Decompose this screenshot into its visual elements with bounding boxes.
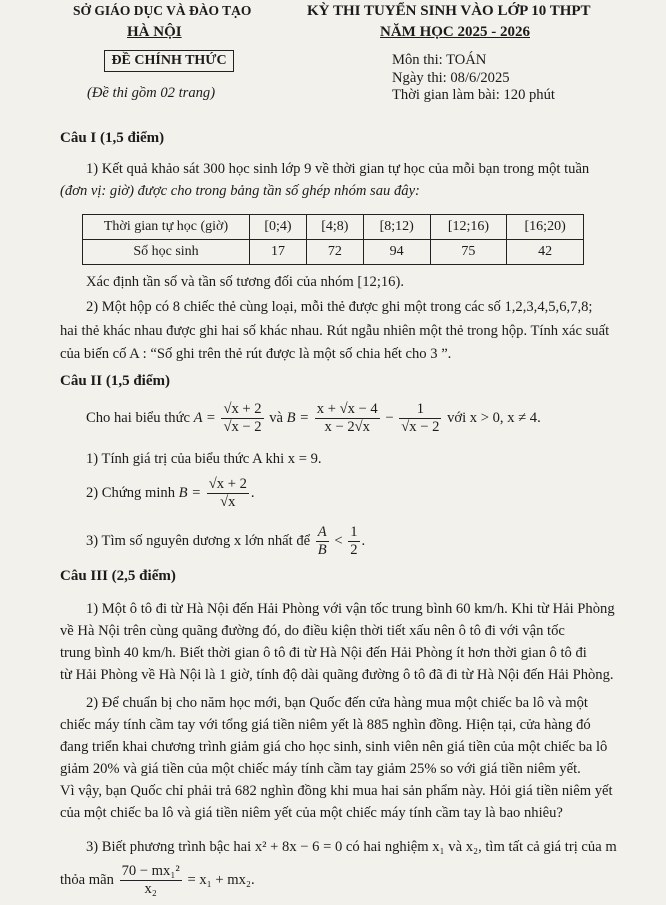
question-1-title: Câu I (1,5 điểm)	[60, 130, 165, 146]
expr-a-numerator: √x + 2	[223, 401, 262, 418]
q3-part3-fraction	[120, 863, 182, 898]
q2-expressions	[86, 400, 541, 436]
subject-text: Môn thi: TOÁN	[392, 52, 487, 68]
q2-sub2-fraction	[207, 476, 249, 511]
count-cell: 17	[250, 240, 307, 265]
question-3-title: Câu III (2,5 điểm)	[60, 568, 176, 584]
q2-sub3-numerator-1: 1	[350, 524, 358, 541]
q2-sub3-denominator-b: B	[317, 542, 327, 559]
q3-part2-line6: của một chiếc ba lô và giá tiền niêm yết của một chiếc máy tính cầm tay là bao nhiêu?	[60, 805, 563, 821]
count-cell: 72	[306, 240, 363, 265]
group-cell: [4;8)	[306, 215, 363, 240]
city-name: HÀ NỘI	[127, 24, 182, 40]
group-cell: [0;4)	[250, 215, 307, 240]
word-and: và	[269, 410, 284, 426]
exam-date: Ngày thi: 08/6/2025	[392, 70, 510, 86]
q3-part1-line2: về Hà Nội trên cùng quãng đường đó, do điều kiện thời tiết xấu nên ô tô đi với vận tốc	[60, 623, 565, 639]
table-row	[83, 240, 584, 265]
q3-part3-denominator: x₂	[144, 881, 157, 898]
department-name: SỞ GIÁO DỤC VÀ ĐÀO TẠO	[73, 3, 252, 18]
expr-b-fraction2	[399, 401, 441, 436]
q2-sub3-denominator-2: 2	[350, 542, 358, 559]
q2-sub2-text: 2) Chứng minh	[86, 485, 175, 501]
q3-part3-rhs: = x₁ + mx₂.	[187, 872, 255, 888]
q1-part1-task: Xác định tần số và tần số tương đối của nhóm [12;16).	[86, 274, 404, 290]
q1-part2-line1: 2) Một hộp có 8 chiếc thẻ cùng loại, mỗi thẻ được ghi một trong các số 1,2,3,4,5,6,7,8;	[86, 299, 593, 315]
official-exam-label: ĐỀ CHÍNH THỨC	[104, 50, 234, 72]
q2-sub2-lhs: B =	[178, 485, 202, 501]
school-year: NĂM HỌC 2025 - 2026	[380, 24, 530, 40]
q3-part1-line1: 1) Một ô tô đi từ Hà Nội đến Hải Phòng với vận tốc trung bình 60 km/h. Khi từ Hải Phòng	[86, 601, 615, 617]
count-cell: 94	[363, 240, 430, 265]
q2-sub3-fraction-half	[348, 524, 359, 559]
q1-part1-line2: (đơn vị: giờ) được cho trong bảng tần số ghép nhóm sau đây:	[60, 183, 420, 199]
q2-sub3	[86, 522, 365, 560]
q3-part2-line3: đang triển khai chương trình giảm giá cho học sinh, sinh viên nên giá tiền của một chiếc ba lô	[60, 739, 608, 755]
expr-a-denominator: √x − 2	[223, 419, 262, 436]
q1-part1-line1: 1) Kết quả khảo sát 300 học sinh lớp 9 về thời gian tự học của mỗi bạn trong một tuần	[86, 161, 590, 177]
q2-sub1: 1) Tính giá trị của biểu thức A khi x = 9.	[86, 451, 322, 467]
q1-part2-line2: hai thẻ khác nhau được ghi hai số khác nhau. Rút ngẫu nhiên một thẻ trong hộp. Tính xác suất	[60, 323, 610, 339]
expr-a-fraction	[221, 401, 263, 436]
expr-b-denominator1: x − 2√x	[324, 419, 370, 436]
subject	[392, 52, 486, 69]
expr-b-lhs: B =	[286, 410, 310, 426]
group-cell: [12;16)	[430, 215, 507, 240]
exam-duration: Thời gian làm bài: 120 phút	[392, 87, 555, 103]
table-row1-label: Thời gian tự học (giờ)	[83, 215, 250, 240]
q2-sub2-dot: .	[250, 485, 255, 501]
less-than-sign: <	[334, 533, 343, 549]
expr-a-lhs: A =	[193, 410, 216, 426]
q3-part3-line1: 3) Biết phương trình bậc hai x² + 8x − 6 = 0 có hai nghiệm x₁ và x₂, tìm tất cả giá trị của m	[86, 839, 617, 855]
q3-part3-prefix: thỏa mãn	[60, 872, 114, 888]
q2-sub3-text: 3) Tìm số nguyên dương x lớn nhất để	[86, 533, 311, 549]
q2-sub2-denominator: √x	[220, 494, 236, 511]
table-row2-label: Số học sinh	[83, 240, 250, 265]
count-cell: 75	[430, 240, 507, 265]
count-cell: 42	[507, 240, 584, 265]
q2-sub3-numerator-a: A	[317, 524, 327, 541]
group-cell: [8;12)	[363, 215, 430, 240]
q3-part2-line5: Vì vậy, bạn Quốc chỉ phải trả 682 nghìn đồng khi mua hai sản phẩm này. Hỏi giá tiền niêm yết	[60, 783, 613, 799]
q3-part2-line1: 2) Để chuẩn bị cho năm học mới, bạn Quốc đến cửa hàng mua một chiếc ba lô và một	[86, 695, 588, 711]
q3-part3-numerator: 70 − mx₁²	[121, 863, 180, 880]
domain-condition: với x > 0, x ≠ 4.	[447, 410, 541, 426]
question-2-title: Câu II (1,5 điểm)	[60, 373, 171, 389]
expr-b-numerator2: 1	[399, 401, 441, 419]
table-row	[83, 215, 584, 240]
frequency-table	[82, 214, 584, 265]
exam-title: KỲ THI TUYỂN SINH VÀO LỚP 10 THPT	[307, 3, 591, 19]
q2-sub3-fraction-ab	[316, 524, 329, 559]
q3-part3-equation	[60, 861, 255, 899]
expr-b-numerator1: x + √x − 4	[316, 401, 378, 418]
q1-part2-line3: của biến cố A : “Số ghi trên thẻ rút được là một số chia hết cho 3 ”.	[60, 346, 452, 362]
q3-part2-line4: giảm 20% và giá tiền của một chiếc máy tính cầm tay giảm 25% so với giá tiền niêm yết.	[60, 761, 581, 777]
q2-sub2	[86, 474, 255, 512]
minus-sign: −	[385, 410, 394, 426]
q2-sub2-numerator: √x + 2	[208, 476, 247, 493]
q2-sub3-dot: .	[361, 533, 366, 549]
pages-note: (Đề thi gồm 02 trang)	[87, 85, 216, 101]
group-cell: [16;20)	[507, 215, 584, 240]
q3-part1-line3: trung bình 40 km/h. Biết thời gian ô tô đi từ Hà Nội đến Hải Phòng ít hơn thời gian ô tô đi	[60, 645, 587, 661]
q3-part2-line2: chiếc máy tính cầm tay với tổng giá tiền niêm yết là 885 nghìn đồng. Hiện tại, cửa hàng đó	[60, 717, 591, 733]
expr-b-denominator2: √x − 2	[401, 419, 440, 436]
q2-intro: Cho hai biểu thức	[86, 410, 190, 426]
q3-part1-line4: từ Hải Phòng về Hà Nội là 1 giờ, tính độ dài quãng đường ô tô đã đi từ Hà Nội đến Hải Phòng.	[60, 667, 614, 683]
expr-b-fraction1	[315, 401, 380, 436]
